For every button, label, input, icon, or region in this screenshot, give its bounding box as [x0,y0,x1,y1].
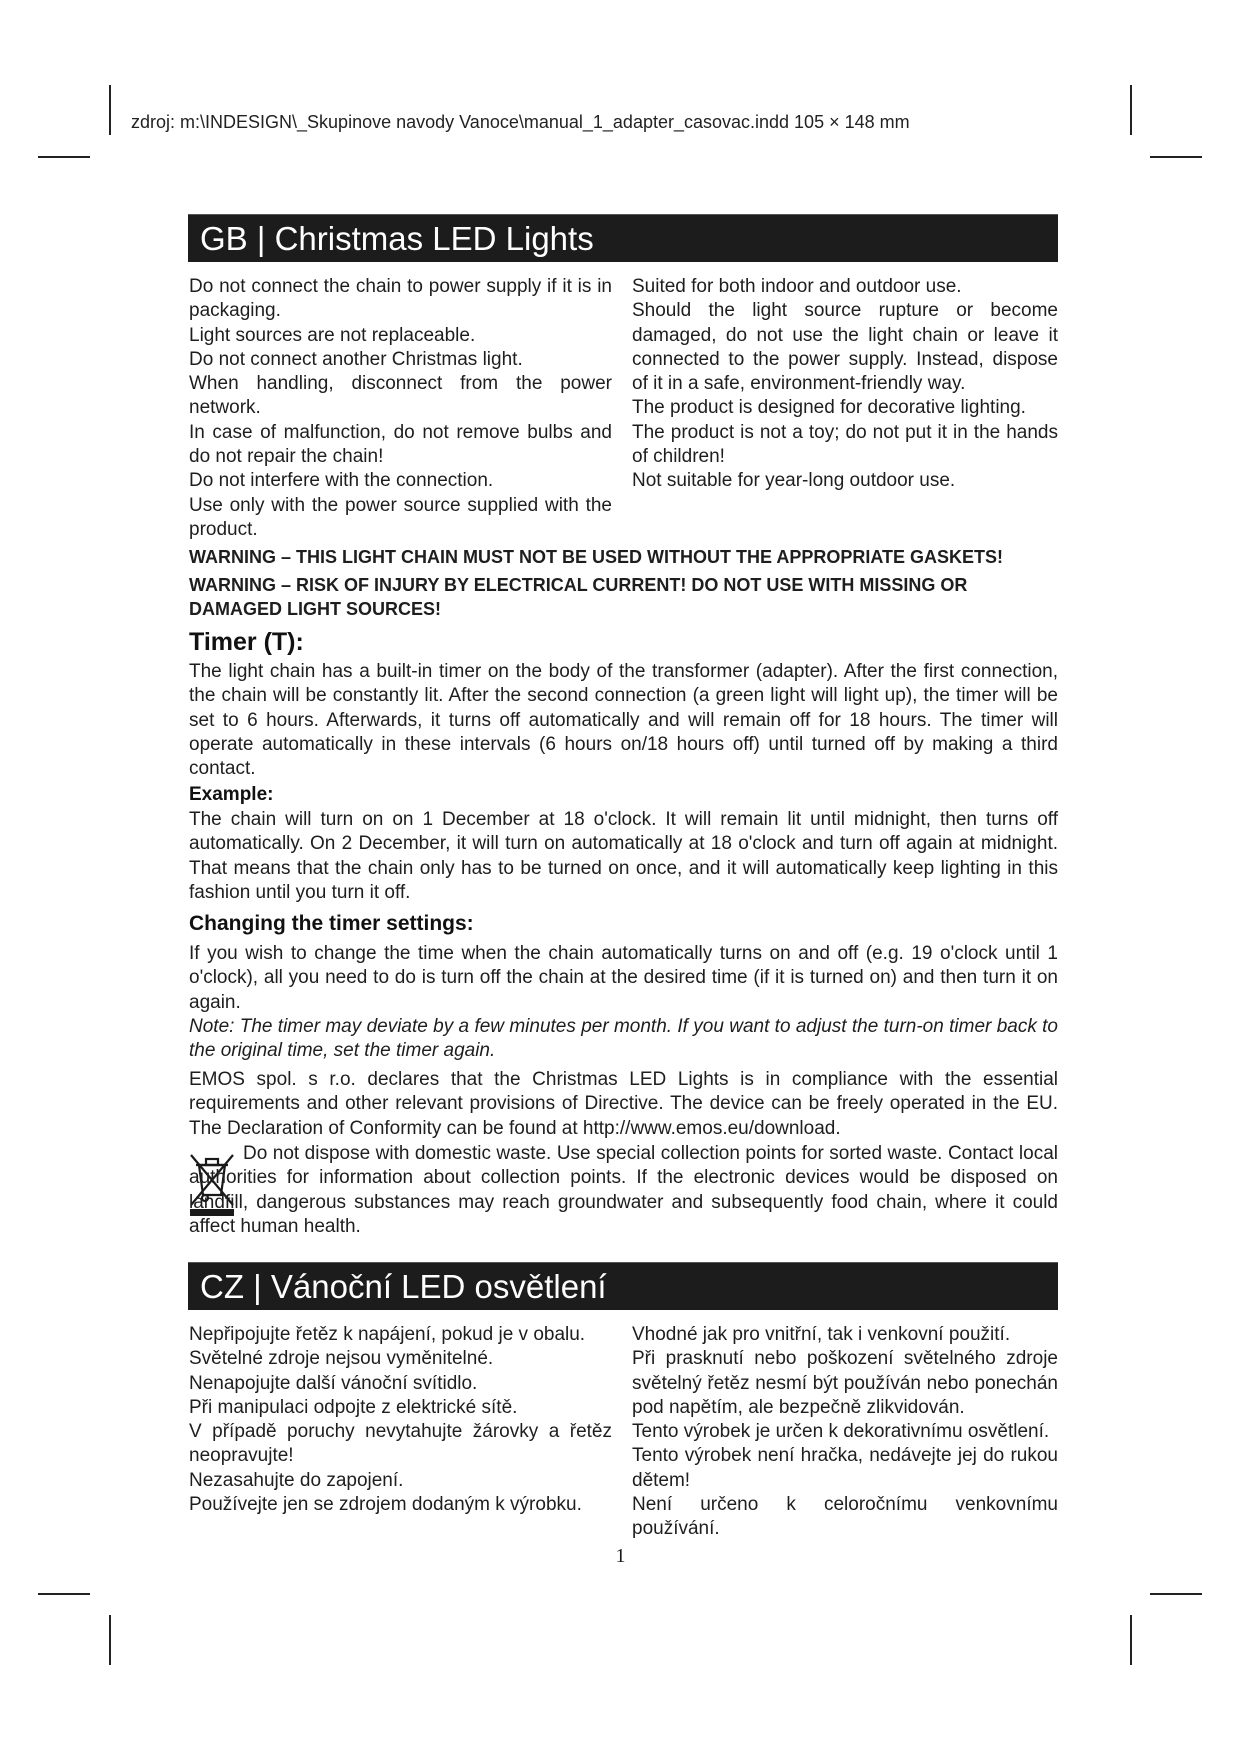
page-number: 1 [615,1545,626,1567]
cz-left-item: Používejte jen se zdrojem dodaným k výrobku. [189,1494,582,1516]
crop-mark [109,1615,111,1665]
declaration-text [189,1068,1058,1141]
crop-mark [1150,1593,1202,1595]
cz-left-item: Nenapojujte další vánoční svítidlo. [189,1372,478,1394]
gb-right-column [632,275,1058,494]
cz-right-column [632,1323,1058,1542]
gb-left-item: Use only with the power source supplied with the product. [189,494,612,540]
gb-left-item: In case of malfunction, do not remove bulbs and do not repair the chain! [189,421,612,468]
gb-right-item: The product is not a toy; do not put it in the hands of children! [632,421,1058,468]
gb-left-item: When handling, disconnect from the power network. [189,373,612,419]
gb-left-column [189,275,612,542]
timer-note: Note: The timer may deviate by a few minutes per month. If you want to adjust the turn-on timer back to the original time, set the timer again. [189,1015,1058,1062]
cz-left-column [189,1323,612,1517]
gb-left-item: Do not connect another Christmas light. [189,348,523,370]
gb-warnings [189,545,1058,621]
timer-paragraph: The light chain has a built-in timer on the body of the transformer (adapter). After the first connection, the chain will be constantly lit. After the second connection (a green light will light up), the timer will be set to 6 hours. Afterwards, it turns off automatically and will remain off for 18 hours. The timer will operate automatically in these intervals (6 hours on/18 hours off) until turned off by making a third contact. [189,661,1058,780]
cz-right-item: Vhodné jak pro vnitřní, tak i venkovní použití. [632,1324,1011,1345]
crop-mark [1130,1615,1132,1665]
crop-mark [1150,156,1202,158]
cz-left-item: Nepřipojujte řetěz k napájení, pokud je v obalu. [189,1324,586,1345]
gb-section-banner: GB | Christmas LED Lights [188,214,1058,262]
crop-mark [1130,85,1132,135]
cz-right-item: Při prasknutí nebo poškození světelného zdroje světelný řetěz nesmí být používán nebo ponechán pod napětím, ale bezpečně zlikvidován. [632,1348,1058,1418]
cz-section-banner: CZ | Vánoční LED osvětlení [188,1262,1058,1310]
cz-left-item: Světelné zdroje nejsou vyměnitelné. [189,1348,494,1370]
changing-paragraph: If you wish to change the time when the chain automatically turns on and off (e.g. 19 o'clock until 1 o'clock), all you need to do is turn off the chain at the desired time (if it is turned on) and then turn it on again. [189,943,1058,1013]
disposal-text [189,1142,1058,1239]
cz-right-item: Tento výrobek je určen k dekorativnímu osvětlení. [632,1421,1050,1443]
disposal-paragraph: Do not dispose with domestic waste. Use special collection points for sorted waste. Contact local authorities for information about collection points. If the electronic devices would be disposed on landfill, dangerous substances may reach groundwater and subsequently food chain, where it could affect human health. [189,1143,1058,1237]
timer-text [189,660,1058,781]
changing-timer-heading: Changing the timer settings: [189,912,474,935]
example-heading: Example: [189,784,274,805]
gb-right-item: The product is designed for decorative lighting. [632,397,1026,419]
crop-mark [109,85,111,135]
warning-gaskets: WARNING – THIS LIGHT CHAIN MUST NOT BE USED WITHOUT THE APPROPRIATE GASKETS! [189,547,1004,567]
cz-right-item: Tento výrobek není hračka, nedávejte jej do rukou dětem! [632,1445,1058,1491]
changing-timer-text [189,942,1058,1063]
source-slug: zdroj: m:\INDESIGN\_Skupinove navody Vanoce\manual_1_adapter_casovac.indd 105 × 148 mm [131,112,910,132]
gb-right-item: Suited for both indoor and outdoor use. [632,276,962,297]
cz-left-item: V případě poruchy nevytahujte žárovky a řetěz neopravujte! [189,1421,612,1467]
crop-mark [38,1593,90,1595]
crop-mark [38,156,90,158]
cz-right-item: Není určeno k celoročnímu venkovnímu používání. [632,1494,1058,1540]
warning-electrical: WARNING – RISK OF INJURY BY ELECTRICAL CURRENT! DO NOT USE WITH MISSING OR DAMAGED LIGHT SOURCES! [189,575,968,619]
gb-right-item: Should the light source rupture or become damaged, do not use the light chain or leave it connected to the power supply. Instead, dispose of it in a safe, environment-friendly way. [632,300,1058,395]
declaration-paragraph: EMOS spol. s r.o. declares that the Christmas LED Lights is in compliance with the essential requirements and other relevant provisions of Directive. The device can be freely operated in the EU. The Declaration of Conformity can be found at http://www.emos.eu/download. [189,1069,1058,1139]
cz-left-item: Při manipulaci odpojte z elektrické sítě. [189,1396,518,1418]
gb-left-item: Do not interfere with the connection. [189,470,494,492]
gb-left-item: Do not connect the chain to power supply if it is in packaging. [189,276,612,322]
gb-right-item: Not suitable for year-long outdoor use. [632,470,956,492]
gb-left-item: Light sources are not replaceable. [189,324,476,346]
timer-heading: Timer (T): [189,628,304,656]
example-text [189,808,1058,905]
example-paragraph: The chain will turn on on 1 December at 18 o'clock. It will remain lit until midnight, then turns off automatically. On 2 December, it will turn on automatically at 18 o'clock and turn off again at midnight. That means that the chain only has to be turned on once, and it will automatically keep lighting in this fashion until you turn it off. [189,809,1058,903]
cz-left-item: Nezasahujte do zapojení. [189,1469,404,1491]
